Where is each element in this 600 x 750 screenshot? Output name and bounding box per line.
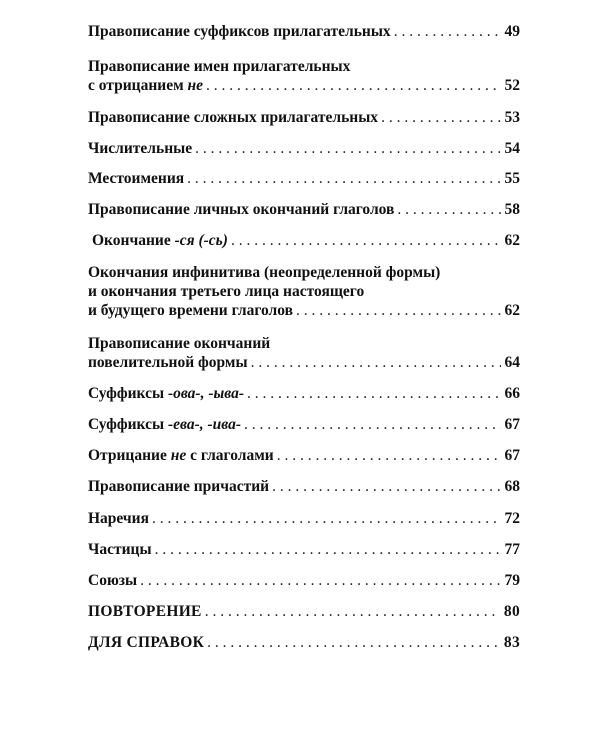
toc-entry-emphasis: -ева-, -ива- (167, 416, 241, 433)
dot-leader (187, 169, 500, 188)
toc-page-number: 62 (504, 302, 520, 319)
dot-leader (205, 602, 500, 621)
toc-entry-emphasis: -ся (-сь) (174, 232, 228, 249)
toc-entry-title: Правописание личных окончаний глаголов (88, 201, 395, 218)
toc-entry-title: Суффиксы (88, 416, 168, 433)
toc-page-number: 53 (504, 109, 520, 126)
dot-leader (140, 571, 500, 590)
toc-entry[interactable] (88, 509, 520, 528)
toc-entry-title: Окончания инфинитива (неопределенной формы) (88, 264, 441, 281)
toc-entry-emphasis: не (187, 77, 204, 94)
dot-leader (272, 477, 500, 496)
toc-entry[interactable] (88, 540, 520, 559)
toc-entry-title: ДЛЯ СПРАВОК (88, 634, 205, 651)
toc-entry-title: Союзы (88, 572, 138, 589)
toc-page-number: 64 (504, 354, 520, 371)
toc-entry[interactable] (88, 334, 520, 372)
toc-entry[interactable] (88, 22, 520, 41)
toc-page-number: 77 (504, 541, 520, 558)
toc-entry-title: Окончание (92, 232, 175, 249)
toc-page-number: 80 (503, 603, 520, 620)
toc-entry-title-cont: повелительной формы (88, 354, 248, 371)
table-of-contents (88, 22, 520, 652)
toc-page-number: 52 (504, 77, 520, 94)
dot-leader (206, 76, 500, 95)
dot-leader (247, 384, 501, 403)
toc-entry[interactable] (88, 415, 520, 434)
toc-entry-title: Правописание сложных прилагательных (88, 109, 379, 126)
toc-page-number: 55 (504, 170, 520, 187)
toc-entry-title: ПОВТОРЕНИЕ (88, 603, 202, 620)
toc-entry-title-cont: и окончания третьего лица настоящего (88, 283, 365, 300)
toc-entry-title: Суффиксы (88, 385, 168, 402)
toc-entry-title-cont: и будущего времени глаголов (88, 302, 293, 319)
toc-page-number: 68 (504, 478, 520, 495)
toc-entry[interactable] (88, 446, 520, 465)
toc-entry[interactable] (88, 384, 520, 403)
dot-leader (152, 509, 501, 528)
toc-page-number: 62 (504, 232, 520, 249)
dot-leader (244, 415, 501, 434)
toc-entry-title: Частицы (88, 541, 152, 558)
toc-entry-emphasis: не (170, 447, 187, 464)
dot-leader (296, 301, 501, 320)
toc-entry-title-cont: с отрицанием (88, 77, 188, 94)
dot-leader (397, 200, 500, 219)
toc-page-number: 49 (504, 23, 520, 40)
toc-page-number: 79 (504, 572, 520, 589)
toc-page-number: 54 (504, 140, 520, 157)
toc-page-number: 72 (504, 510, 520, 527)
toc-entry[interactable] (88, 108, 520, 127)
toc-entry-title: Правописание окончаний (88, 335, 271, 352)
dot-leader (155, 540, 501, 559)
toc-page-number: 66 (504, 385, 520, 402)
dot-leader (207, 633, 500, 652)
toc-page-number: 83 (503, 634, 520, 651)
toc-entry[interactable] (88, 633, 520, 652)
toc-entry-title: Отрицание (88, 447, 171, 464)
dot-leader (277, 446, 501, 465)
toc-page-number: 67 (504, 447, 520, 464)
toc-entry-title-cont: с глаголами (186, 447, 274, 464)
toc-entry[interactable] (88, 263, 520, 320)
toc-entry[interactable] (88, 571, 520, 590)
toc-entry-title: Числительные (88, 140, 193, 157)
toc-entry[interactable] (88, 477, 520, 496)
toc-entry-title: Правописание суффиксов прилагательных (88, 23, 391, 40)
toc-entry-title: Правописание причастий (88, 478, 270, 495)
toc-entry[interactable] (88, 169, 520, 188)
dot-leader (394, 22, 501, 41)
toc-entry-title: Местоимения (88, 170, 185, 187)
toc-entry[interactable] (88, 139, 520, 158)
toc-page-number: 67 (504, 416, 520, 433)
toc-entry-title: Правописание имен прилагательных (88, 58, 351, 75)
toc-entry[interactable] (88, 57, 520, 95)
toc-entry[interactable] (88, 231, 520, 250)
toc-entry[interactable] (88, 602, 520, 621)
toc-entry[interactable] (88, 200, 520, 219)
dot-leader (251, 353, 501, 372)
toc-entry-emphasis: -ова-, -ыва- (167, 385, 244, 402)
dot-leader (195, 139, 500, 158)
toc-page-number: 58 (504, 201, 520, 218)
dot-leader (231, 231, 501, 250)
dot-leader (381, 108, 500, 127)
toc-entry-title: Наречия (88, 510, 149, 527)
